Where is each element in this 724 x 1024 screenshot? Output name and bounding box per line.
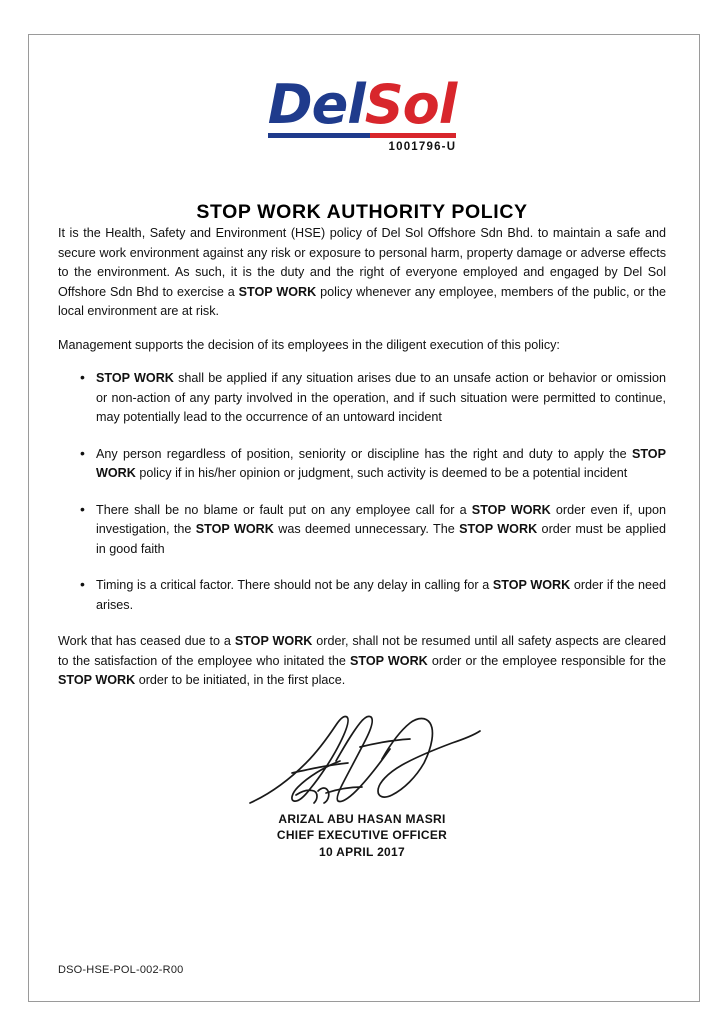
logo-registration-number: 1001796-U — [388, 141, 457, 153]
closing-paragraph: Work that has ceased due to a STOP WORK order, shall not be resumed until all safety aspects are cleared to the satisfaction of the employee who initated the STOP WORK order or the employee responsible for the STOP WORK order to be initiated, in the first place. — [58, 634, 666, 688]
list-item: • Any person regardless of position, seniority or discipline has the right and duty to apply the STOP WORK policy if in his/her opinion or judgment, such activity is deemed to be a potential incident — [96, 445, 666, 484]
company-logo — [58, 73, 666, 155]
signature-date: 10 APRIL 2017 — [319, 844, 405, 859]
logo-text-del: Del — [267, 73, 365, 136]
policy-bullet-list — [58, 369, 666, 615]
list-item: • Timing is a critical factor. There should not be any delay in calling for a STOP WORK order if the need arises. — [96, 576, 666, 615]
logo-wordmark — [267, 73, 457, 154]
management-paragraph: Management supports the decision of its employees in the diligent execution of this policy: — [58, 337, 560, 352]
document-code: DSO-HSE-POL-002-R00 — [58, 964, 184, 976]
signature-image — [232, 707, 492, 817]
signatory-position: CHIEF EXECUTIVE OFFICER — [276, 828, 448, 843]
logo-text-sol: Sol — [364, 73, 457, 136]
page-title: STOP WORK AUTHORITY POLICY — [196, 201, 528, 223]
intro-paragraph: It is the Health, Safety and Environment (HSE) policy of Del Sol Offshore Sdn Bhd. to maintain a safe and secure work environment against any risk or exposure to personal harm, property damage or adverse effects to the environment. As such, it is the duty and the right of everyone employed and engaged by Del Sol Offshore Sdn Bhd to exercise a STOP WORK policy whenever any employee, members of the public, or the local environment are at risk. — [58, 226, 666, 319]
signature-block — [58, 811, 666, 861]
logo-text — [267, 73, 457, 136]
list-item: • There shall be no blame or fault put on any employee call for a STOP WORK order even if, upon investigation, the STOP WORK was deemed unnecessary. The STOP WORK order must be applied in good faith — [96, 501, 666, 560]
signature-area — [58, 707, 666, 859]
document-content — [58, 60, 666, 859]
document-body — [58, 224, 666, 691]
signatory-name: ARIZAL ABU HASAN MASRI — [278, 811, 446, 826]
list-item: • STOP WORK shall be applied if any situation arises due to an unsafe action or behavior or omission or non-action of any party involved in the operation, and if such situation were permitted to continue, may potentially lead to the occurrence of an untoward incident — [96, 369, 666, 428]
